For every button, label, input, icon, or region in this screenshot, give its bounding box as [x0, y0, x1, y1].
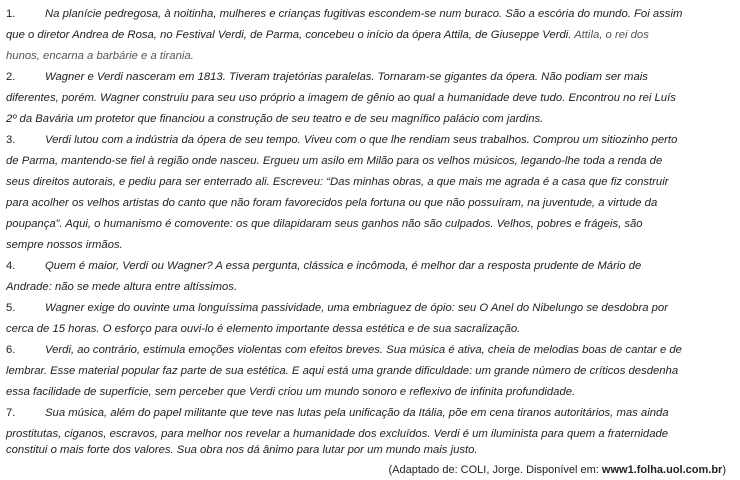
paragraph-7-line-2: prostitutas, ciganos, escravos, para melhor nos revelar a humanidade dos excluídos. Verdi é um iluminista para quem a fraternidade [6, 428, 669, 440]
paragraph-number: 5. [6, 302, 16, 314]
paragraph-number: 6. [6, 344, 16, 356]
paragraph-6-line-3: essa facilidade de superfície, sem perceber que Verdi criou um mundo sonoro e reflexivo de infinita profundidade. [6, 386, 576, 398]
paragraph-number: 7. [6, 407, 16, 419]
paragraph-4-line-2: Andrade: não se mede altura entre altíssimos. [6, 281, 238, 293]
paragraph-number: 2. [6, 71, 16, 83]
paragraph-1-line-3: hunos, encarna a barbárie e a tirania. [6, 50, 194, 62]
paragraph-6-line-2: lembrar. Esse material popular faz parte de sua estética. E aqui está uma grande dificuldade: um grande número de críticos desdenha [6, 365, 679, 377]
paragraph-5-line-1: 5. Wagner exige do ouvinte uma longuíssima passividade, uma embriaguez de ópio: seu O Anel do Nibelungo se desdobra por [6, 302, 668, 314]
paragraph-1-line-2: que o diretor Andrea de Rosa, no Festival Verdi, de Parma, concebeu o início da ópera Attila, de Giuseppe Verdi. Attila, o rei dos [6, 29, 649, 41]
paragraph-3-line-6: sempre nossos irmãos. [6, 239, 123, 251]
paragraph-3-line-3: seus direitos autorais, e pediu para ser enterrado ali. Escreveu: “Das minhas obras, a que mais me agrada é a casa que fiz construir [6, 176, 669, 188]
paragraph-1-line-1: 1. Na planície pedregosa, à noitinha, mulheres e crianças fugitivas escondem-se num buraco. São a escória do mundo. Foi assim [6, 8, 683, 20]
source-citation: (Adaptado de: COLI, Jorge. Disponível em: www1.folha.uol.com.br) [388, 464, 726, 476]
paragraph-2-line-3: 2º da Bavária um protetor que financiou a construção de seu teatro e de seu magnífico palácio com jardins. [6, 113, 544, 125]
paragraph-4-line-1: 4. Quem é maior, Verdi ou Wagner? A essa pergunta, clássica e incômoda, é melhor dar a resposta prudente de Mário de [6, 260, 642, 272]
source-url: www1.folha.uol.com.br [601, 464, 723, 476]
paragraph-3-line-5: poupança”. Aqui, o humanismo é comovente: os que dilapidaram seus ganhos não são culpados. Velhos, pobres e frágeis, são [6, 218, 643, 230]
paragraph-1-tail: Attila, o rei dos [574, 29, 649, 41]
paragraph-2-line-2: diferentes, porém. Wagner construiu para seu uso próprio a imagem de gênio ao qual a humanidade deve tudo. Encontrou no rei Luís [6, 92, 676, 104]
paragraph-number: 1. [6, 8, 16, 20]
paragraph-number: 3. [6, 134, 16, 146]
paragraph-3-line-2: de Parma, mantendo-se fiel à região onde nasceu. Ergueu um asilo em Milão para os velhos músicos, legando-lhe toda a renda de [6, 155, 663, 167]
paragraph-7-line-1: 7. Sua música, além do papel militante que teve nas lutas pela unificação da Itália, põe em cena tiranos autoritários, mas ainda [6, 407, 669, 419]
paragraph-6-line-1: 6. Verdi, ao contrário, estimula emoções violentas com efeitos breves. Sua música é ativa, cheia de melodias boas de cantar e de [6, 344, 682, 356]
paragraph-3-line-1: 3. Verdi lutou com a indústria da ópera de seu tempo. Viveu com o que lhe rendiam seus trabalhos. Comprou um sitiozinho perto [6, 134, 678, 146]
paragraph-5-line-2: cerca de 15 horas. O esforço para ouvi-lo é elemento importante dessa estética e de sua sacralização. [6, 323, 521, 335]
paragraph-2-line-1: 2. Wagner e Verdi nasceram em 1813. Tiveram trajetórias paralelas. Tornaram-se gigantes da ópera. Não podiam ser mais [6, 71, 648, 83]
paragraph-3-line-4: para acolher os velhos artistas do canto que não foram favorecidos pela fortuna ou que não possuíram, na juventude, a virtude da [6, 197, 658, 209]
paragraph-number: 4. [6, 260, 16, 272]
paragraph-7-line-3: constitui o mais forte dos valores. Sua obra nos dá ânimo para lutar por um mundo mais justo. [6, 444, 478, 456]
